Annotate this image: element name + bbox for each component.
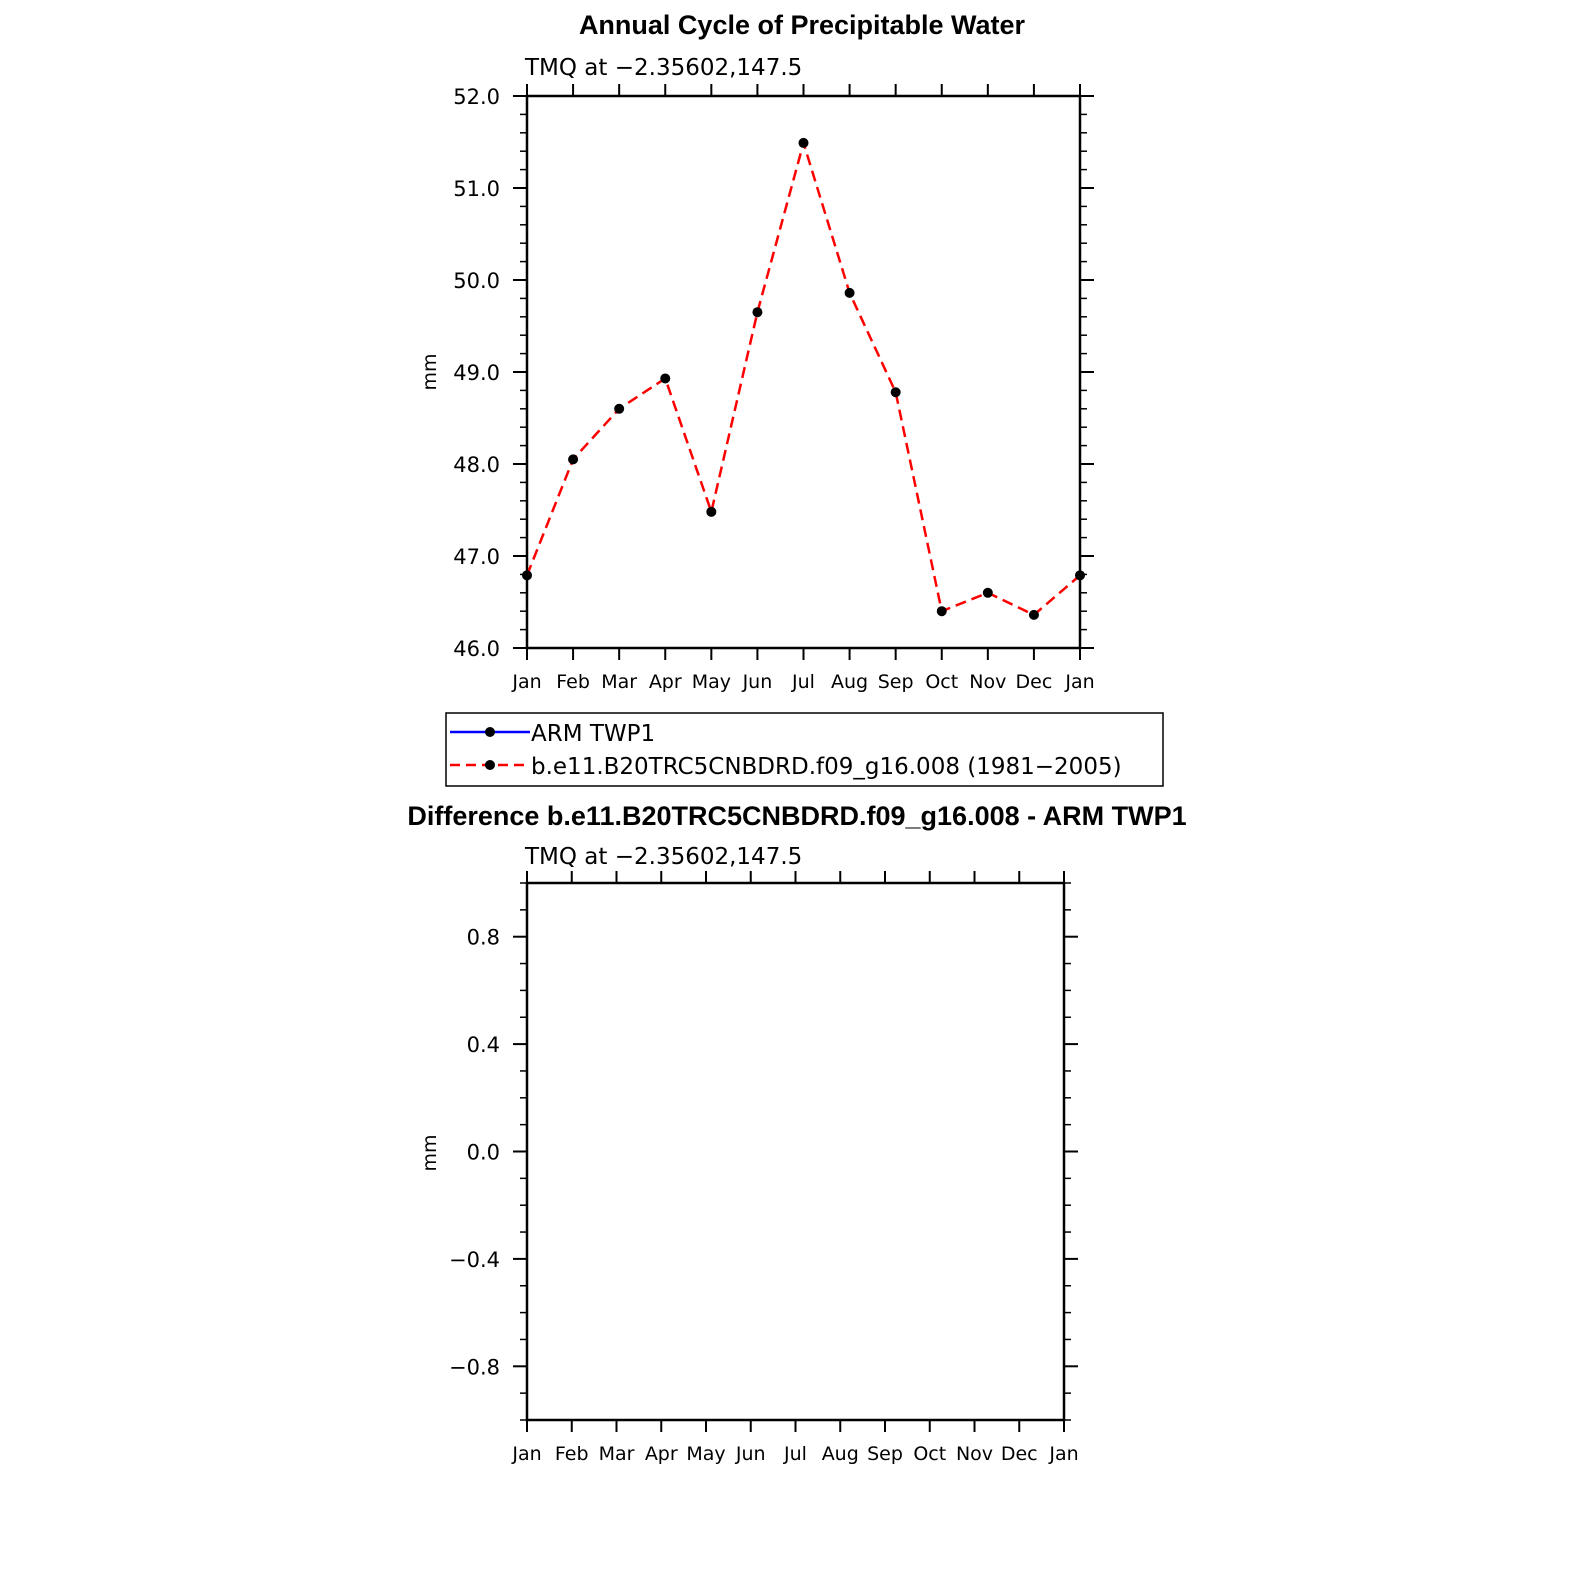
chart2-plot [449,871,1079,1465]
y-tick-label: −0.4 [449,1247,500,1272]
y-tick-label: 50.0 [453,269,500,293]
x-tick-label: Feb [556,671,590,693]
x-tick-label: Jan [1049,1443,1079,1465]
y-tick-label: 49.0 [453,361,500,385]
x-tick-label: Jan [1065,671,1095,693]
y-tick-label: 0.4 [466,1033,500,1058]
chart2-ylabel: mm [419,1134,441,1172]
data-point [845,288,855,298]
x-tick-label: Aug [831,671,869,693]
legend-label-arm: ARM TWP1 [531,721,656,747]
x-tick-label: Sep [877,671,914,693]
x-tick-label: Dec [1015,671,1053,693]
x-tick-label: Dec [1000,1443,1038,1465]
data-point [752,307,762,317]
data-point [522,570,532,580]
x-tick-label: Sep [867,1443,903,1465]
y-tick-label: −0.8 [449,1355,500,1380]
x-tick-label: Oct [925,671,959,693]
data-point [799,138,809,148]
y-tick-label: 46.0 [453,637,500,661]
data-point [614,404,624,414]
chart1-plot [453,84,1094,693]
x-tick-label: Oct [913,1443,947,1465]
data-point [891,387,901,397]
y-tick-label: 48.0 [453,453,500,477]
data-point [660,373,670,383]
x-tick-label: Jun [735,1443,766,1465]
x-tick-label: Mar [601,671,638,693]
x-tick-label: Mar [598,1443,635,1465]
x-tick-label: Nov [969,671,1007,693]
chart1-title: Annual Cycle of Precipitable Water [578,10,1026,40]
x-tick-label: Aug [821,1443,859,1465]
y-tick-label: 51.0 [453,177,500,201]
x-tick-label: May [686,1443,726,1465]
legend-label-model: b.e11.B20TRC5CNBDRD.f09_g16.008 (1981−2005) [531,754,1122,780]
data-point [706,507,716,517]
series-line [527,143,1080,615]
plot-frame [527,883,1064,1420]
data-point [983,588,993,598]
y-tick-label: 47.0 [453,545,500,569]
x-tick-label: Jan [512,671,542,693]
x-tick-label: Jan [512,1443,542,1465]
x-tick-label: Feb [554,1443,589,1465]
x-tick-label: Apr [648,671,682,693]
x-tick-label: Nov [955,1443,994,1465]
data-point [1029,610,1039,620]
legend-marker-model [485,760,495,770]
legend [446,713,1163,786]
x-tick-label: Jul [784,1443,807,1465]
data-point [568,454,578,464]
data-point [937,606,947,616]
y-tick-label: 0.0 [466,1140,500,1165]
chart2-title: Difference b.e11.B20TRC5CNBDRD.f09_g16.008 - ARM TWP1 [407,801,1187,831]
chart1-ylabel: mm [419,353,441,391]
chart2-subtitle: TMQ at −2.35602,147.5 [525,844,803,870]
legend-marker-arm [485,727,495,737]
data-point [1075,570,1085,580]
x-tick-label: Jul [792,671,815,693]
plot-frame [527,96,1080,648]
chart1-subtitle: TMQ at −2.35602,147.5 [525,55,803,81]
x-tick-label: May [691,671,731,693]
y-tick-label: 52.0 [453,85,500,109]
y-tick-label: 0.8 [466,925,500,950]
x-tick-label: Jun [742,671,773,693]
x-tick-label: Apr [644,1443,678,1465]
